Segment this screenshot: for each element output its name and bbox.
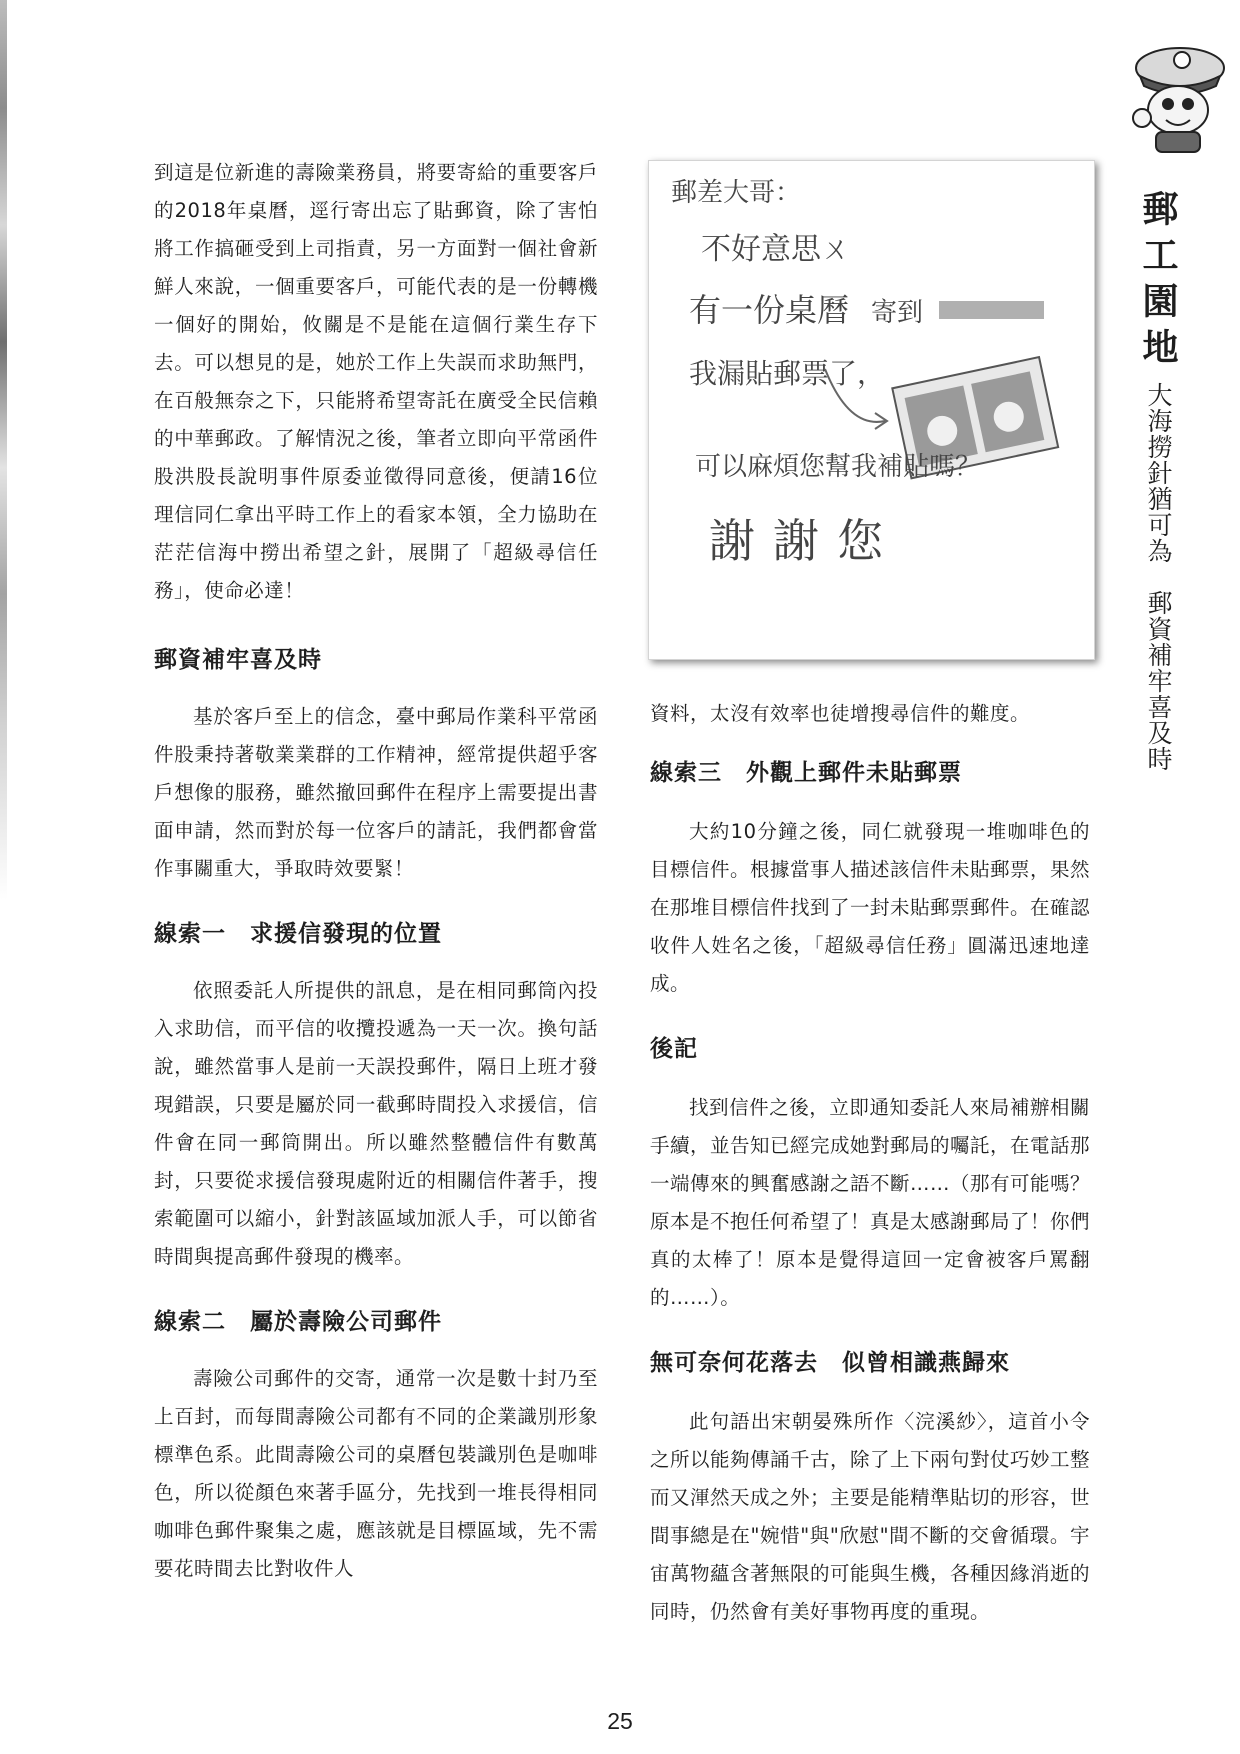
body-paragraph: 基於客戶至上的信念，臺中郵局作業科平常函件股秉持著敬業業群的工作精神，經常提供超乎客戶想像的服務，雖然撤回郵件在程序上需要提出書面申請，然而對於每一位客戶的請託，我們都會當作事關重大，爭取時效要緊！ bbox=[154, 705, 598, 880]
note-line: 可以麻煩您幫我補貼嗎？ bbox=[695, 452, 982, 482]
section-heading: 線索三 外觀上郵件未貼郵票 bbox=[650, 760, 962, 786]
note-line: 我漏貼郵票了， bbox=[689, 357, 886, 390]
note-greeting: 郵差大哥： bbox=[671, 178, 802, 208]
section-heading: 線索二 屬於壽險公司郵件 bbox=[154, 1309, 442, 1335]
continued-paragraph: 資料，太沒有效率也徒增搜尋信件的難度。 bbox=[650, 702, 1031, 725]
article-title-vertical: 大海撈針猶可為 郵資補牢喜及時 bbox=[1144, 382, 1173, 772]
section-heading: 無可奈何花落去 似曾相識燕歸來 bbox=[650, 1350, 1010, 1376]
handwritten-note-photo bbox=[648, 160, 1095, 660]
note-line: 不好意思ㄨ bbox=[701, 232, 851, 267]
left-column bbox=[154, 154, 598, 1588]
blurred-address bbox=[939, 301, 1044, 319]
body-paragraph: 壽險公司郵件的交寄，通常一次是數十封乃至上百封，而每間壽險公司都有不同的企業識別形象標準色系。此間壽險公司的桌曆包裝識別色是咖啡色，所以從顏色來著手區分，先找到一堆長得相同咖啡色郵件聚集之處，應該就是目標區域，先不需要花時間去比對收件人 bbox=[154, 1367, 598, 1580]
section-heading: 後記 bbox=[650, 1036, 698, 1062]
page-number: 25 bbox=[607, 1708, 633, 1734]
section-heading: 線索一 求援信發現的位置 bbox=[154, 921, 442, 947]
right-column bbox=[650, 695, 1090, 1631]
note-line: 有一份桌曆 bbox=[689, 291, 850, 329]
body-paragraph: 此句語出宋朝晏殊所作〈浣溪紗〉，這首小令之所以能夠傳誦千古，除了上下兩句對仗巧妙工整而又渾然天成之外；主要是能精準貼切的形容，世間事總是在"婉惜"與"欣慰"間不斷的交會循環。宇宙萬物蘊含著無限的可能與生機，各種因緣消逝的同時，仍然會有美好事物再度的重現。 bbox=[650, 1410, 1091, 1623]
postman-mascot-image bbox=[1120, 38, 1230, 160]
body-paragraph: 依照委託人所提供的訊息，是在相同郵筒內投入求助信，而平信的收攬投遞為一天一次。換句話說，雖然當事人是前一天誤投郵件，隔日上班才發現錯誤，只要是屬於同一截郵時間投入求援信，信件會在同一郵筒開出。所以雖然整體信件有數萬封，只要從求援信發現處附近的相關信件著手，搜索範圍可以縮小，針對該區域加派人手，可以節省時間與提高郵件發現的機率。 bbox=[154, 979, 598, 1268]
body-paragraph: 找到信件之後，立即通知委託人來局補辦相關手續，並告知已經完成她對郵局的囑託，在電話那一端傳來的興奮感謝之語不斷……（那有可能嗎？原本是不抱任何希望了！真是太感謝郵局了！你們真的太棒了！原本是覺得這回一定會被客戶罵翻的……）。 bbox=[650, 1096, 1091, 1309]
intro-paragraph: 到這是位新進的壽險業務員，將要寄給的重要客戶的2018年桌曆，逕行寄出忘了貼郵資，除了害怕將工作搞砸受到上司指責，另一方面對一個社會新鮮人來說，一個重要客戶，可能代表的是一份轉機一個好的開始，攸關是不是能在這個行業生存下去。可以想見的是，她於工作上失誤而求助無門，在百般無奈之下，只能將希望寄託在廣受全民信賴的中華郵政。了解情況之後，筆者立即向平常函件股洪股長說明事件原委並徵得同意後，便請16位理信同仁拿出平時工作上的看家本領，全力協助在茫茫信海中撈出希望之針，展開了「超級尋信任務」，使命必達！ bbox=[154, 161, 598, 602]
section-title-vertical: 郵工園地 bbox=[1137, 190, 1179, 374]
body-paragraph: 大約10分鐘之後，同仁就發現一堆咖啡色的目標信件。根據當事人描述該信件未貼郵票，果然在那堆目標信件找到了一封未貼郵票郵件。在確認收件人姓名之後，「超級尋信任務」圓滿迅速地達成。 bbox=[650, 820, 1091, 995]
section-heading: 郵資補牢喜及時 bbox=[154, 647, 322, 673]
note-line: 寄到 bbox=[871, 298, 924, 328]
page-edge-shading bbox=[0, 0, 7, 900]
note-signoff: 謝謝您 bbox=[709, 514, 901, 568]
